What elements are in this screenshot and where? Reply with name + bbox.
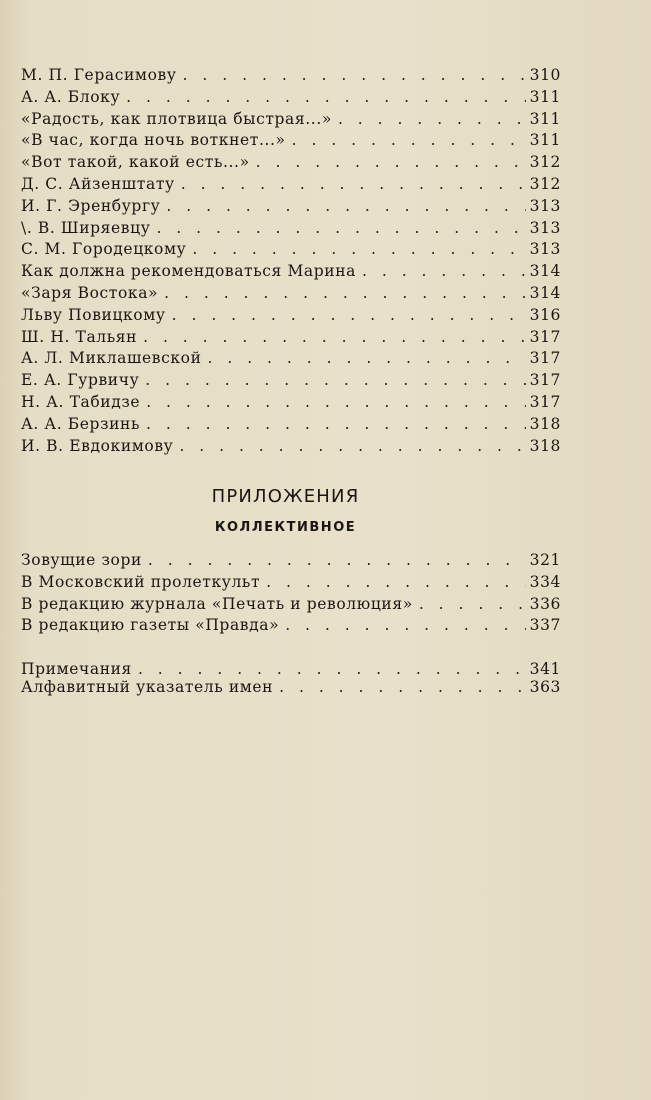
toc-entry-page: 341 <box>529 660 561 678</box>
dot-leader <box>166 197 525 215</box>
dot-leader <box>172 306 526 324</box>
toc-entry <box>21 328 561 350</box>
toc-entry-title: Д. С. Айзенштату <box>21 174 175 193</box>
toc-entry-title: А. Л. Миклашевской <box>21 349 202 368</box>
toc-entry-title: В редакцию газеты «Правда» <box>21 616 280 635</box>
toc-appendix-list <box>21 551 561 638</box>
toc-entry-page: 313 <box>529 196 561 215</box>
toc-entry-page: 312 <box>529 174 561 193</box>
toc-entry <box>21 437 561 459</box>
toc-entry-title: В Московский пролеткульт <box>21 572 261 591</box>
dot-leader <box>256 153 526 171</box>
toc-entry <box>21 131 561 153</box>
toc-entry <box>21 415 561 437</box>
toc-entry-title: М. П. Герасимову <box>21 66 177 84</box>
subsection-title: КОЛЛЕКТИВНОЕ <box>214 520 357 535</box>
toc-entry-title: «Заря Востока» <box>21 283 159 302</box>
toc-entry-page: 318 <box>529 414 561 433</box>
toc-entry <box>21 240 561 262</box>
toc-entry-title: И. В. Евдокимову <box>21 436 174 455</box>
toc-entry-page: 334 <box>529 572 561 591</box>
toc-entry-page: 317 <box>529 371 561 390</box>
dot-leader <box>164 284 525 302</box>
toc-entry <box>21 88 561 110</box>
toc-entry-page: 336 <box>529 594 561 613</box>
dot-leader <box>179 437 525 455</box>
dot-leader <box>266 573 525 591</box>
dot-leader <box>279 678 526 696</box>
toc-entry <box>21 175 561 197</box>
dot-leader <box>145 371 525 389</box>
toc-entry-page: 313 <box>529 218 561 237</box>
toc-entry <box>21 262 561 284</box>
toc-entry <box>21 110 561 132</box>
toc-entry-title: Зовущие зори <box>21 551 142 569</box>
dot-leader <box>419 595 526 613</box>
toc-entry-page: 314 <box>529 262 561 281</box>
dot-leader <box>183 66 526 84</box>
toc-entry-page: 317 <box>529 392 561 411</box>
toc-entry <box>21 197 561 219</box>
dot-leader <box>138 660 526 678</box>
toc-entry-title: «Радость, как плотвица быстрая...» <box>21 109 332 128</box>
toc-entry-title: «В час, когда ночь воткнет...» <box>21 131 286 150</box>
toc-entry-page: 314 <box>529 283 561 302</box>
toc-back-matter-list <box>21 660 561 696</box>
toc-entry <box>21 219 561 241</box>
toc-entry-page: 318 <box>529 436 561 455</box>
toc-entry-title: «Вот такой, какой есть...» <box>21 153 250 172</box>
toc-entry <box>21 393 561 415</box>
toc-entry-page: 317 <box>529 327 561 346</box>
dot-leader <box>181 175 526 193</box>
toc-entry-page: 337 <box>529 616 561 635</box>
toc-entry <box>21 595 561 617</box>
toc-entry-title: И. Г. Эренбургу <box>21 196 161 215</box>
toc-entry-page: 317 <box>529 349 561 368</box>
toc-entry-page: 311 <box>529 109 561 128</box>
toc-entry-page: 316 <box>529 305 561 324</box>
toc-entry <box>21 678 561 696</box>
toc-entry-title: Е. А. Гурвичу <box>21 371 140 390</box>
toc-entry <box>21 153 561 175</box>
dot-leader <box>338 110 526 128</box>
toc-entry-page: 313 <box>529 240 561 259</box>
dot-leader <box>146 415 526 433</box>
toc-entry-title: А. А. Блоку <box>21 87 121 106</box>
toc-entry-page: 311 <box>529 131 561 150</box>
toc-letters-list <box>21 66 561 458</box>
toc-entry-page: 321 <box>529 551 561 569</box>
toc-entry-title: Льву Повицкому <box>21 305 166 324</box>
toc-entry <box>21 284 561 306</box>
toc-entry <box>21 306 561 328</box>
toc-entry-title: А. А. Берзинь <box>21 414 141 433</box>
dot-leader <box>192 240 525 258</box>
dot-leader <box>126 88 525 106</box>
toc-entry-page: 310 <box>529 66 561 84</box>
dot-leader <box>208 349 526 367</box>
toc-entry <box>21 371 561 393</box>
dot-leader <box>292 131 526 149</box>
section-title: ПРИЛОЖЕНИЯ <box>211 486 360 507</box>
toc-entry-title: Примечания <box>21 660 132 678</box>
toc-entry-title: Алфавитный указатель имен <box>21 678 274 696</box>
dot-leader <box>143 328 526 346</box>
toc-entry-title: \. В. Ширяевцу <box>21 218 151 237</box>
toc-entry <box>21 66 561 88</box>
toc-entry-page: 311 <box>529 87 561 106</box>
toc-entry <box>21 349 561 371</box>
dot-leader <box>156 219 525 237</box>
toc-entry-page: 363 <box>529 678 561 696</box>
dot-leader <box>362 262 526 280</box>
toc-entry <box>21 616 561 638</box>
toc-entry <box>21 573 561 595</box>
dot-leader <box>146 393 525 411</box>
toc-entry <box>21 551 561 573</box>
toc-entry-title: В редакцию журнала «Печать и революция» <box>21 594 413 613</box>
toc-entry-title: С. М. Городецкому <box>21 240 187 259</box>
toc-entry <box>21 660 561 678</box>
dot-leader <box>148 551 526 569</box>
toc-entry-page: 312 <box>529 153 561 172</box>
toc-entry-title: Н. А. Табидзе <box>21 392 141 411</box>
toc-entry-title: Как должна рекомендоваться Марина <box>21 262 356 281</box>
dot-leader <box>285 616 525 634</box>
toc-entry-title: Ш. Н. Тальян <box>21 327 138 346</box>
